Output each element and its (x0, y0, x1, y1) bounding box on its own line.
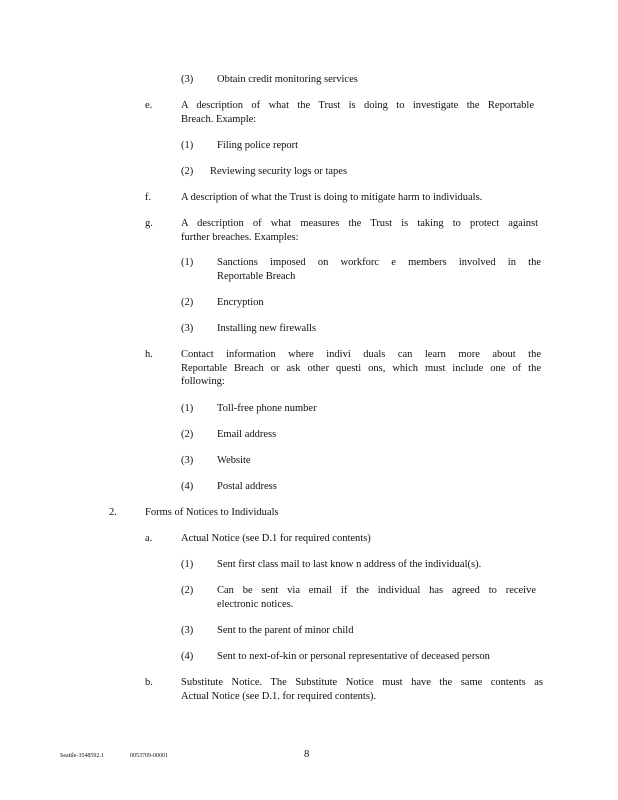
item-marker: (3) (181, 455, 194, 466)
item-text-line: Actual Notice (see D.1. for required contents). (181, 690, 377, 702)
item-text-line: Contact information where indivi duals can learn more about the (181, 349, 541, 360)
item-marker: (3) (181, 323, 194, 334)
item-text: Obtain credit monitoring services (217, 74, 358, 85)
item-text-line: electronic notices. (217, 598, 294, 610)
item-marker: g. (145, 218, 153, 229)
item-text-line: A description of what measures the Trust is taking to protect against (181, 218, 538, 229)
item-marker: a. (145, 533, 153, 544)
item-text-line: Breach. Example: (181, 113, 257, 125)
item-text: Actual Notice (see D.1 for required contents) (181, 533, 371, 544)
item-marker: b. (145, 677, 153, 688)
item-text (181, 99, 534, 126)
item-marker: (1) (181, 257, 194, 268)
footer-matter-number: 0053709-00001 (130, 753, 168, 759)
item-marker: 2. (109, 507, 117, 518)
item-marker: h. (145, 349, 153, 360)
item-marker: f. (145, 192, 152, 203)
item-text-line: Reportable Breach or ask other questi ons, which must include one of the (181, 362, 541, 374)
item-text-line: Reportable Breach (217, 270, 296, 282)
item-text: Email address (217, 429, 277, 440)
item-text: Sent to next-of-kin or personal representative of deceased person (217, 651, 490, 662)
item-text: Encryption (217, 297, 264, 308)
item-text-line: Substitute Notice. The Substitute Notice must have the same contents as (181, 677, 543, 688)
item-marker: (2) (181, 585, 194, 596)
item-text: Reviewing security logs or tapes (210, 166, 348, 177)
item-text: Sent to the parent of minor child (217, 625, 354, 636)
item-text (181, 348, 541, 389)
footer-doc-id: Seattle-3548592.1 (60, 753, 104, 759)
item-marker: (2) (181, 429, 194, 440)
item-marker: (2) (181, 166, 194, 177)
item-marker: (2) (181, 297, 194, 308)
item-text: Filing police report (217, 140, 299, 151)
item-text-line: following: (181, 376, 225, 387)
item-marker: (3) (181, 74, 194, 85)
item-text (217, 584, 536, 611)
item-text: Postal address (217, 481, 277, 492)
page-number: 8 (304, 749, 310, 760)
section-heading: Forms of Notices to Individuals (145, 507, 279, 518)
item-text-line: Can be sent via email if the individual has agreed to receive (217, 585, 536, 596)
item-marker: (1) (181, 559, 194, 570)
item-text (217, 256, 541, 283)
item-text-line: further breaches. Examples: (181, 231, 299, 243)
item-text: Installing new firewalls (217, 323, 317, 334)
item-text-line: Sanctions imposed on workforc e members involved in the (217, 257, 541, 268)
item-marker: (1) (181, 403, 194, 414)
item-text (181, 217, 538, 244)
item-marker: (1) (181, 140, 194, 151)
item-marker: (4) (181, 651, 194, 662)
item-marker: (4) (181, 481, 194, 492)
item-text: A description of what the Trust is doing to mitigate harm to individuals. (181, 192, 483, 203)
item-text: Toll-free phone number (217, 403, 317, 414)
item-text: Sent first class mail to last know n address of the individual(s). (217, 559, 482, 570)
item-marker: (3) (181, 625, 194, 636)
item-text: Website (217, 455, 251, 466)
item-text (181, 676, 543, 703)
item-marker: e. (145, 100, 153, 111)
item-text-line: A description of what the Trust is doing to investigate the Reportable (181, 100, 534, 111)
